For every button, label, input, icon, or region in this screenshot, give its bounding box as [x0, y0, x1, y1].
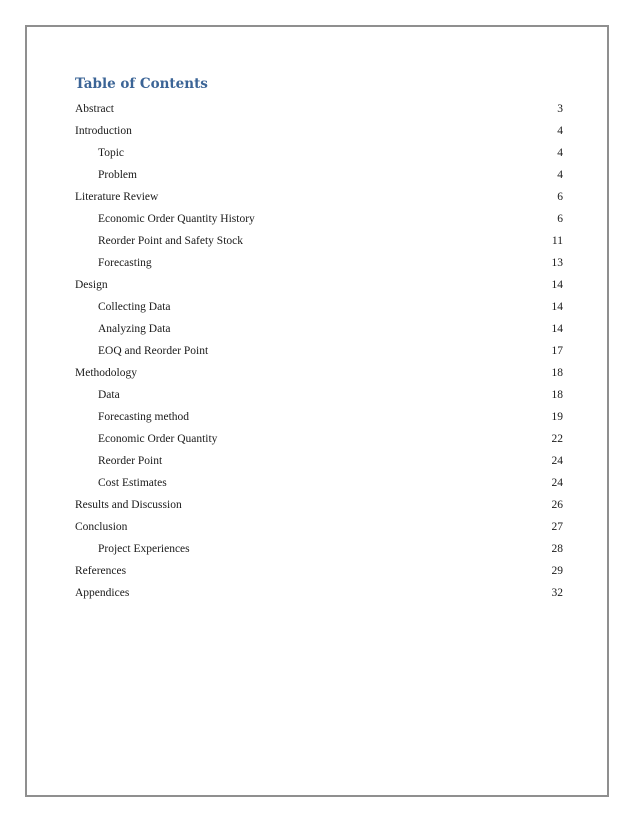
toc-entry-label: Appendices	[75, 587, 130, 599]
toc-entry-label: Data	[98, 389, 120, 401]
toc-entry-label: Abstract	[75, 103, 114, 115]
toc-entry[interactable]	[75, 340, 563, 362]
toc-entry[interactable]	[75, 208, 563, 230]
toc-entry[interactable]	[75, 120, 563, 142]
toc-entry[interactable]	[75, 252, 563, 274]
toc-entry-page-number: 4	[557, 125, 563, 137]
toc-entry-page-number: 14	[551, 301, 563, 313]
toc-entry[interactable]	[75, 494, 563, 516]
toc-entry-page-number: 24	[551, 455, 563, 467]
toc-entry[interactable]	[75, 274, 563, 296]
toc-entry-page-number: 4	[557, 169, 563, 181]
toc-entry-label: EOQ and Reorder Point	[98, 345, 209, 357]
toc-entry[interactable]	[75, 318, 563, 340]
toc-entry-label: Problem	[98, 169, 137, 181]
toc-entry-label: Methodology	[75, 367, 137, 379]
toc-list	[75, 98, 563, 604]
toc-entry[interactable]	[75, 538, 563, 560]
toc-entry-page-number: 26	[551, 499, 563, 511]
toc-entry-label: Reorder Point	[98, 455, 163, 467]
toc-entry-label: Conclusion	[75, 521, 128, 533]
toc-entry-page-number: 22	[551, 433, 563, 445]
toc-entry[interactable]	[75, 582, 563, 604]
toc-entry-label: Reorder Point and Safety Stock	[98, 235, 244, 247]
toc-entry-label: Forecasting method	[98, 411, 190, 423]
toc-entry-label: Introduction	[75, 125, 132, 137]
toc-entry-page-number: 6	[557, 213, 563, 225]
toc-entry[interactable]	[75, 560, 563, 582]
toc-entry-page-number: 14	[551, 323, 563, 335]
toc-entry[interactable]	[75, 450, 563, 472]
toc-entry-page-number: 19	[551, 411, 563, 423]
toc-entry-label: Results and Discussion	[75, 499, 182, 511]
toc-entry[interactable]	[75, 230, 563, 252]
toc-entry[interactable]	[75, 164, 563, 186]
toc-entry-label: Cost Estimates	[98, 477, 167, 489]
toc-entry[interactable]	[75, 98, 563, 120]
toc-entry-label: Design	[75, 279, 108, 291]
toc-entry[interactable]	[75, 186, 563, 208]
toc-entry-page-number: 11	[551, 235, 563, 247]
toc-entry[interactable]	[75, 142, 563, 164]
toc-entry[interactable]	[75, 384, 563, 406]
toc-entry[interactable]	[75, 516, 563, 538]
toc-entry-page-number: 28	[551, 543, 563, 555]
toc-entry-page-number: 24	[551, 477, 563, 489]
toc-entry-label: Economic Order Quantity	[98, 433, 218, 445]
toc-entry-label: Economic Order Quantity History	[98, 213, 255, 225]
toc-entry-page-number: 4	[557, 147, 563, 159]
toc-entry[interactable]	[75, 428, 563, 450]
toc-entry[interactable]	[75, 472, 563, 494]
toc-entry-page-number: 29	[551, 565, 563, 577]
toc-entry-page-number: 14	[551, 279, 563, 291]
toc-entry-label: Analyzing Data	[98, 323, 171, 335]
toc-entry-label: Forecasting	[98, 257, 152, 269]
toc-entry-label: Topic	[98, 147, 125, 159]
toc-entry[interactable]	[75, 362, 563, 384]
toc-entry-page-number: 27	[551, 521, 563, 533]
toc-entry[interactable]	[75, 406, 563, 428]
toc-entry-page-number: 13	[551, 257, 563, 269]
toc-entry-page-number: 18	[551, 367, 563, 379]
toc-entry-page-number: 17	[551, 345, 563, 357]
toc-entry-label: References	[75, 565, 127, 577]
toc-entry-page-number: 6	[557, 191, 563, 203]
toc-entry-label: Literature Review	[75, 191, 159, 203]
toc-entry-page-number: 18	[551, 389, 563, 401]
toc-entry-page-number: 32	[551, 587, 563, 599]
toc-entry[interactable]	[75, 296, 563, 318]
toc-entry-label: Project Experiences	[98, 543, 190, 555]
toc-entry-page-number: 3	[557, 103, 563, 115]
toc-entry-label: Collecting Data	[98, 301, 171, 313]
toc-heading: Table of Contents	[75, 76, 208, 92]
